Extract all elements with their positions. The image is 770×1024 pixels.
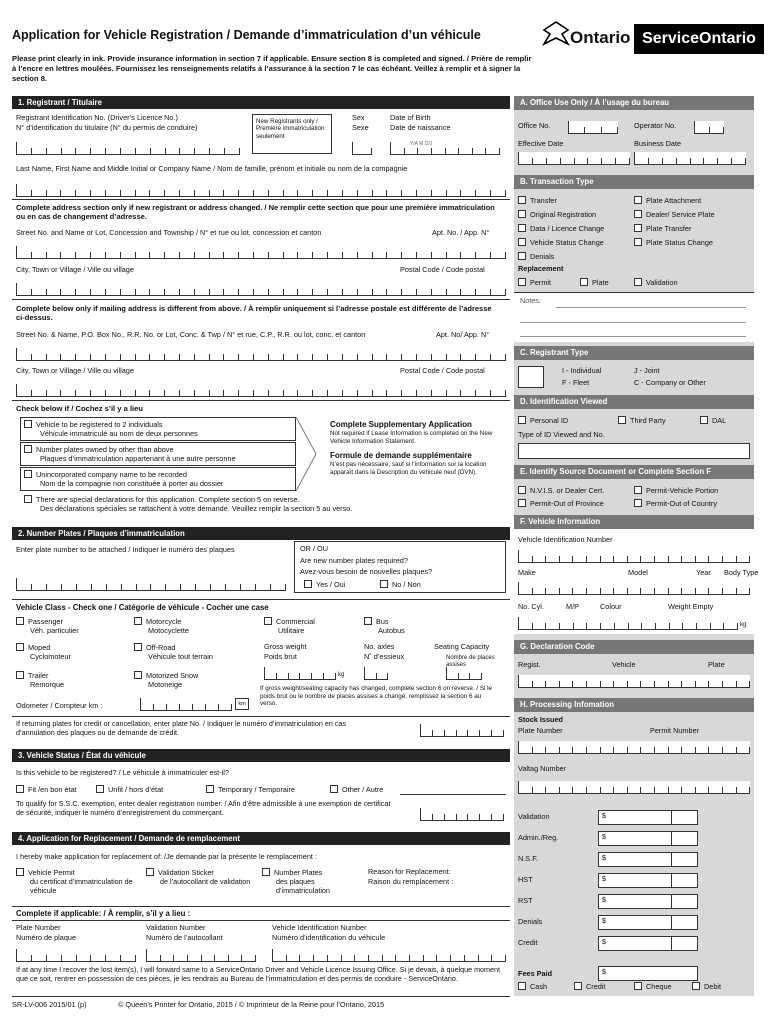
registrant-id-label-fr: N° d’identification du titulaire (N° du permis de conduire) xyxy=(16,123,198,132)
moped-label: Moped xyxy=(28,643,51,652)
unincorporated-label: Unincorporated company name to be recorded xyxy=(36,470,187,479)
km-unit: km xyxy=(235,698,249,710)
office-no-label: Office No. xyxy=(518,121,551,130)
colour-label: Colour xyxy=(600,602,622,611)
make-label: Make xyxy=(518,568,536,577)
divider xyxy=(12,599,510,600)
transfer-label: Transfer xyxy=(530,196,557,205)
section-f-header: F. Vehicle Information xyxy=(514,515,754,529)
city-field[interactable] xyxy=(16,283,506,296)
returning-plates-label: If returning plates for credit or cancellation, enter plate No. / Indiquer le numéro d’immatriculation en cas d’annulation des plaques ou de demande de crédit. xyxy=(16,719,346,737)
motorcycle-label: Motorcycle xyxy=(146,617,182,626)
effective-date-field[interactable] xyxy=(518,152,630,165)
notes-line xyxy=(520,336,746,337)
divider xyxy=(12,199,510,200)
passenger-label-fr: Véh. particulier xyxy=(30,626,79,635)
snowmobile-label-fr: Motoneige xyxy=(148,680,183,689)
supplementary-note: Not required if Lease Information is completed on the New Vehicle Information Statement. xyxy=(330,430,493,445)
fee-amount-field[interactable] xyxy=(598,915,698,930)
new-plates-question: Are new number plates required? xyxy=(300,556,408,565)
unfit-checkbox[interactable] xyxy=(96,785,163,795)
cents-divider xyxy=(671,874,672,888)
validation-sticker-label: Validation Sticker xyxy=(158,868,214,877)
dollar-sign: $ xyxy=(602,834,606,841)
street-field[interactable] xyxy=(16,246,506,259)
dollar-sign: $ xyxy=(602,855,606,862)
mp-label: M/P xyxy=(566,602,579,611)
plate-label: Plate xyxy=(592,278,609,287)
plate-attachment-checkbox[interactable] xyxy=(634,196,701,206)
supplementary-title-fr: Formule de demande supplémentaire xyxy=(330,451,472,460)
body-type-label: Body Type xyxy=(724,568,759,577)
new-plates-yes-checkbox[interactable] xyxy=(304,580,345,590)
dob-ymd-hint: Y/A M D/J xyxy=(410,141,433,147)
mailing-note: Complete below only if mailing address is different from above. / À remplir uniquement si l’adresse postale est différente de l’adresse ci-dessus. xyxy=(16,304,492,322)
nvis-label: N.V.I.S. or Dealer Cert. xyxy=(530,486,605,495)
fee-row-label: N.S.F. xyxy=(518,854,538,863)
plate-status-change-label: Plate Status Change xyxy=(646,238,713,247)
registrant-type-field[interactable] xyxy=(518,366,544,388)
recover-statement: If at any time I recover the lost item(s), I will forward same to a ServiceOntario Driver and Vehicle Licence Issuing Office. Si je devais, à quelque moment que ce soit, rentrer en possession de ces pièces, je les rendrais au Bureau de l’immatriculation et des permis de conduire - ServiceOntario. xyxy=(16,965,501,983)
divider xyxy=(12,920,510,921)
validation-number-label-fr: Numéro de l’autocollant xyxy=(146,933,223,942)
dealer-registration-field[interactable] xyxy=(420,808,504,821)
mailing-street-field[interactable] xyxy=(16,348,506,361)
sex-field[interactable] xyxy=(352,142,372,155)
declaration-code-field[interactable] xyxy=(518,675,750,688)
moped-label-fr: Cyclomoteur xyxy=(30,652,71,661)
dal-checkbox[interactable] xyxy=(700,416,726,426)
vin-label: Vehicle Identification Number xyxy=(518,535,613,544)
special-declarations-label: There are special declarations for this application. Complete section 5 on reverse. xyxy=(36,495,300,504)
vehicle-permit-label: Vehicle Permit xyxy=(28,868,75,877)
returning-plate-field[interactable] xyxy=(420,724,504,737)
permit-out-of-province-checkbox[interactable] xyxy=(518,499,604,509)
notes-line xyxy=(520,322,746,323)
denials-label: Denials xyxy=(530,252,555,261)
supplementary-note-fr: N’est pas nécessaire, sauf si l’information sur la location apparaît dans la Description du véhicule neuf (DVN). xyxy=(330,461,487,476)
replacement-plate-checkbox[interactable] xyxy=(580,278,609,288)
individual-label: I - Individual xyxy=(562,366,602,375)
debit-checkbox[interactable] xyxy=(692,982,721,992)
credit-checkbox[interactable] xyxy=(574,982,605,992)
third-party-checkbox[interactable] xyxy=(618,416,666,426)
cheque-checkbox[interactable] xyxy=(634,982,672,992)
dealer-plate-label: Dealer/ Service Plate xyxy=(646,210,715,219)
debit-label: Debit xyxy=(704,982,722,991)
transfer-checkbox[interactable] xyxy=(518,196,557,206)
validation-number-label: Validation Number xyxy=(146,923,206,932)
vin-label: Vehicle Identification Number xyxy=(272,923,367,932)
fee-row-label: RST xyxy=(518,896,533,905)
temporary-label: Temporary / Temporaire xyxy=(218,785,295,794)
no-label: No / Non xyxy=(392,580,421,589)
cents-divider xyxy=(671,832,672,846)
divider xyxy=(12,906,510,907)
reason-label: Reason for Replacement: xyxy=(368,867,451,876)
permit-vehicle-portion-label: Permit-Vehicle Portion xyxy=(646,486,719,495)
copyright: © Queen’s Printer for Ontario, 2015 / © Imprimeur de la Reine pour l’Ontario, 2015 xyxy=(118,1000,385,1009)
unincorporated-label-fr: Nom de la compagnie non constituée à porter au dossier xyxy=(40,479,224,488)
dollar-sign: $ xyxy=(602,939,606,946)
replacement-statement: I hereby make application for replacement of: /Je demande par la présente le remplacement : xyxy=(16,852,317,861)
stock-permit-number-label: Permit Number xyxy=(650,726,700,735)
trailer-label: Trailer xyxy=(28,671,49,680)
unfit-label: Unfit / hors d’état xyxy=(108,785,164,794)
notes-label: Notes: xyxy=(520,296,542,305)
cheque-label: Cheque xyxy=(646,982,672,991)
mailing-city-field[interactable] xyxy=(16,384,506,397)
permit-out-of-province-label: Permit-Out of Province xyxy=(530,499,604,508)
stock-field[interactable] xyxy=(518,741,750,754)
section-4-header: 4. Application for Replacement / Demande de remplacement xyxy=(12,832,510,845)
gross-weight-field[interactable] xyxy=(264,667,336,680)
snowmobile-label: Motorized Snow xyxy=(146,671,199,680)
permit-out-of-country-label: Permit-Out of Country xyxy=(646,499,717,508)
check-below-label: Check below if / Cochez s’il y a lieu xyxy=(16,404,144,413)
cents-divider xyxy=(671,853,672,867)
postal-label: Postal Code / Code postal xyxy=(400,265,485,274)
plates-owned-label: Number plates owned by other than above xyxy=(36,445,174,454)
plate-status-change-checkbox[interactable] xyxy=(634,238,713,248)
dollar-sign: $ xyxy=(602,969,606,976)
replacement-label: Replacement xyxy=(518,264,564,273)
street-label: Street No. and Name or Lot, Concession and Township / N° et rue ou lot, concession et canton xyxy=(16,228,322,237)
motorcycle-label-fr: Motocyclette xyxy=(148,626,189,635)
data-change-label: Data / Licence Change xyxy=(530,224,605,233)
joint-label: J - Joint xyxy=(634,366,660,375)
vehicle-status-change-checkbox[interactable] xyxy=(518,238,604,248)
apt-label: Apt. No. / App. N° xyxy=(432,228,490,237)
section-3-header: 3. Vehicle Status / État du véhicule xyxy=(12,749,510,762)
replacement-vin-field[interactable] xyxy=(272,949,506,962)
weight-empty-label: Weight Empty xyxy=(668,602,714,611)
dealer-plate-checkbox[interactable] xyxy=(634,210,715,220)
operator-no-field[interactable] xyxy=(694,121,724,134)
number-plates-label: Number Plates xyxy=(274,868,323,877)
fee-row-label: Validation xyxy=(518,812,550,821)
fee-amount-field[interactable] xyxy=(598,810,698,825)
new-plates-no-checkbox[interactable] xyxy=(380,580,421,590)
vehicle-status-question: Is this vehicle to be registered? / Le véhicule à immatriculer est-il? xyxy=(16,768,229,777)
section-h-header: H. Processing Infomation xyxy=(514,698,754,712)
personal-id-checkbox[interactable] xyxy=(518,416,568,426)
replacement-validation-checkbox[interactable] xyxy=(634,278,678,288)
valtag-label: Valtag Number xyxy=(518,764,567,773)
odometer-field[interactable] xyxy=(140,698,232,711)
off-road-label-fr: Véhicule tout terrain xyxy=(148,652,213,661)
form-title: Application for Vehicle Registration / Demande d’immatriculation d’un véhicule xyxy=(12,28,481,42)
dal-label: DAL xyxy=(712,416,727,425)
kg-unit: kg xyxy=(338,672,345,678)
personal-id-label: Personal ID xyxy=(530,416,569,425)
gross-weight-label: Gross weight xyxy=(264,642,307,651)
operator-no-label: Operator No. xyxy=(634,121,677,130)
model-label: Model xyxy=(628,568,648,577)
city-label: City, Town or Village / Ville ou village xyxy=(16,265,134,274)
fee-amount-field[interactable] xyxy=(598,831,698,846)
bus-label-fr: Autobus xyxy=(378,626,405,635)
divider xyxy=(12,716,510,717)
fee-row-label: HST xyxy=(518,875,533,884)
validation-sticker-label-fr: de l’autocollant de validation xyxy=(160,877,251,886)
id-viewed-label: Type of ID Viewed and No. xyxy=(518,430,605,439)
new-registrants-note: New Registrants only / Première immatriculation seulement xyxy=(252,114,332,154)
fee-amount-field[interactable] xyxy=(598,852,698,867)
plate-attachment-label: Plate Attachment xyxy=(646,196,702,205)
cash-label: Cash xyxy=(530,982,548,991)
gross-weight-label-fr: Poids brut xyxy=(264,652,297,661)
declaration-plate-label: Plate xyxy=(708,660,725,669)
replacement-plate-field[interactable] xyxy=(16,949,136,962)
dollar-sign: $ xyxy=(602,897,606,904)
mailing-postal-label: Postal Code / Code postal xyxy=(400,366,485,375)
divider xyxy=(12,299,510,300)
stock-issued-label: Stock Issued xyxy=(518,715,564,724)
weight-kg-unit: kg xyxy=(740,622,747,628)
dollar-sign: $ xyxy=(602,918,606,925)
denials-checkbox[interactable] xyxy=(518,252,554,262)
credit-label: Credit xyxy=(586,982,606,991)
gross-weight-note: If gross weight/seating capacity has changed, complete section 6 on reverse. / Si le poids brut ou le nombre de places assises a changé, remplissez la section 6 au verso. xyxy=(260,685,493,708)
plate-number-field[interactable] xyxy=(16,578,286,591)
registrant-id-label: Registrant Identification No. (Driver’s Licence No.) xyxy=(16,113,178,122)
permit-out-of-country-checkbox[interactable] xyxy=(634,499,717,509)
make-model-field[interactable] xyxy=(518,582,750,595)
original-registration-label: Original Registration xyxy=(530,210,597,219)
section-2-header: 2. Number Plates / Plaques d’immatriculation xyxy=(12,527,510,540)
two-individuals-label-fr: Véhicule immatriculé au nom de deux personnes xyxy=(40,429,198,438)
registrant-id-field[interactable] xyxy=(16,142,240,155)
commercial-label: Commercial xyxy=(276,617,315,626)
mailing-apt-label: Apt. No/ App. N° xyxy=(436,330,490,339)
validation-label: Validation xyxy=(646,278,678,287)
fee-amount-field[interactable] xyxy=(598,894,698,909)
company-label: C - Company or Other xyxy=(634,378,706,387)
fees-paid-field[interactable] xyxy=(598,966,698,981)
other-input-line[interactable] xyxy=(400,794,506,795)
axles-field[interactable] xyxy=(364,667,388,680)
id-viewed-field[interactable] xyxy=(518,443,750,459)
passenger-label: Passenger xyxy=(28,617,63,626)
commercial-label-fr: Utilitaire xyxy=(278,626,305,635)
dob-label-fr: Date de naissance xyxy=(390,123,451,132)
bus-label: Bus xyxy=(376,617,389,626)
fee-row-label: Admin./Reg. xyxy=(518,833,559,842)
arrow-right-icon xyxy=(296,417,318,491)
section-b-header: B. Transaction Type xyxy=(514,175,754,189)
name-field[interactable] xyxy=(16,184,506,197)
ssc-exemption-label: To qualify for S.S.C. exemption, enter dealer registration number. / Afin d’être admissible à une exemption de certificat de sécurité, indiquer le numéro d’enregistrement du commerçant. xyxy=(16,799,391,817)
dollar-sign: $ xyxy=(602,813,606,820)
divider xyxy=(12,996,510,997)
cents-divider xyxy=(671,916,672,930)
address-note: Complete address section only if new registrant or address changed. / Ne remplir cette section que pour une première immatriculation ou en cas de changement d’adresse. xyxy=(16,203,495,221)
vin-label-fr: Numéro d’identification du véhicule xyxy=(272,933,386,942)
new-plates-question-fr: Avez-vous besoin de nouvelles plaques? xyxy=(300,567,433,576)
plate-number-label-fr: Numéro de plaque xyxy=(16,933,77,942)
or-label: OR / OU xyxy=(300,544,328,553)
seating-field[interactable] xyxy=(446,667,482,680)
plates-owned-label-fr: Plaques d’immatriculation appartenant à une autre personne xyxy=(40,454,236,463)
effective-date-label: Effective Date xyxy=(518,139,564,148)
notes-area[interactable] xyxy=(514,292,754,342)
vehicle-class-label: Vehicle Class - Check one / Catégorie de véhicule - Cocher une case xyxy=(16,603,269,612)
plate-number-label: Plate Number xyxy=(16,923,61,932)
permit-label: Permit xyxy=(530,278,552,287)
mailing-street-label: Street No. & Name, P.O. Box No., R.R. No. or Lot, Conc. & Twp / N° et rue, C.P., R.R. ou lot, conc. et canton xyxy=(16,330,366,339)
seating-label-fr: Nombre de places assises xyxy=(446,655,495,669)
axles-label-fr: N˚ d’essieux xyxy=(364,652,405,661)
mailing-city-label: City, Town or Village / Ville ou village xyxy=(16,366,134,375)
other-label: Other / Autre xyxy=(342,785,384,794)
off-road-label: Off-Road xyxy=(146,643,176,652)
sex-label: Sex xyxy=(352,113,365,122)
serviceontario-logo: ServiceOntario xyxy=(634,24,764,54)
fees-paid-label: Fees Paid xyxy=(518,969,553,978)
business-date-field[interactable] xyxy=(634,152,746,165)
declaration-regist-label: Regist. xyxy=(518,660,541,669)
data-change-checkbox[interactable] xyxy=(518,224,604,234)
declaration-vehicle-label: Vehicle xyxy=(612,660,636,669)
year-label: Year xyxy=(696,568,711,577)
plate-transfer-label: Plate Transfer xyxy=(646,224,692,233)
replacement-permit-checkbox[interactable] xyxy=(518,278,551,288)
sexe-label: Sexe xyxy=(352,123,369,132)
vehicle-permit-label-fr: du certificat d’immatriculation de véhicule xyxy=(30,877,133,895)
cash-checkbox[interactable] xyxy=(518,982,547,992)
vin-field[interactable] xyxy=(518,550,750,563)
trillium-logo-icon xyxy=(540,18,572,48)
trailer-label-fr: Remorque xyxy=(30,680,65,689)
fit-label: Fit /en bon état xyxy=(28,785,77,794)
permit-vehicle-portion-checkbox[interactable] xyxy=(634,486,718,496)
section-1-header: 1. Registrant / Titulaire xyxy=(12,96,510,109)
notes-line xyxy=(556,307,746,308)
nvis-checkbox[interactable] xyxy=(518,486,604,496)
complete-if-applicable-label: Complete if applicable: / À remplir, s’il y a lieu : xyxy=(16,909,191,918)
fee-amount-field[interactable] xyxy=(598,936,698,951)
office-no-field[interactable] xyxy=(568,121,618,134)
valtag-field[interactable] xyxy=(518,781,750,794)
section-e-header: E. Identify Source Document or Complete Section F xyxy=(514,465,754,479)
fee-row-label: Denials xyxy=(518,917,543,926)
two-individuals-label: Vehicle to be registered to 2 individuals xyxy=(36,420,163,429)
axles-label: No. axles xyxy=(364,642,395,651)
cylinders-label: No. Cyl. xyxy=(518,602,544,611)
seating-label: Seating Capacity xyxy=(434,642,490,651)
odometer-label: Odometer / Compteur km : xyxy=(16,701,103,710)
dob-label: Date of Birth xyxy=(390,113,431,122)
divider xyxy=(12,400,510,401)
number-plates-label-fr: des plaques d’immatriculation xyxy=(276,877,330,895)
fee-row-label: Credit xyxy=(518,938,538,947)
plate-transfer-checkbox[interactable] xyxy=(634,224,691,234)
ontario-logo-text: Ontario xyxy=(570,28,631,47)
form-number: SR-LV-006 2015/01 (p) xyxy=(12,1000,87,1009)
replacement-validation-field[interactable] xyxy=(146,949,256,962)
fit-checkbox[interactable] xyxy=(16,785,77,795)
fleet-label: F - Fleet xyxy=(562,378,590,387)
cents-divider xyxy=(671,811,672,825)
cents-divider xyxy=(671,895,672,909)
original-registration-checkbox[interactable] xyxy=(518,210,596,220)
reason-label-fr: Raison du remplacement : xyxy=(368,877,454,886)
section-a-header: A. Office Use Only / À l’usage du bureau xyxy=(514,96,754,110)
section-g-header: G. Declaration Code xyxy=(514,640,754,654)
dob-field[interactable] xyxy=(390,142,500,155)
yes-label: Yes / Oui xyxy=(316,580,346,589)
other-checkbox[interactable] xyxy=(330,785,383,795)
special-declarations-label-fr: Des déclarations spéciales se rattachent à votre demande. Veuillez remplir la section 5 au verso. xyxy=(40,504,353,513)
stock-plate-number-label: Plate Number xyxy=(518,726,563,735)
name-label: Last Name, First Name and Middle Initial or Company Name / Nom de famille, prénom et initiale ou nom de la compagnie xyxy=(16,164,408,173)
plate-number-label: Enter plate number to be attached / Indiquer le numéro des plaques xyxy=(16,545,235,554)
cyl-colour-weight-field[interactable] xyxy=(518,617,738,630)
dollar-sign: $ xyxy=(602,876,606,883)
section-c-header: C. Registrant Type xyxy=(514,346,754,360)
temporary-checkbox[interactable] xyxy=(206,785,295,795)
business-date-label: Business Date xyxy=(634,139,682,148)
supplementary-title: Complete Supplementary Application xyxy=(330,420,472,429)
cents-divider xyxy=(671,937,672,951)
fee-amount-field[interactable] xyxy=(598,873,698,888)
vehicle-status-change-label: Vehicle Status Change xyxy=(530,238,604,247)
form-instructions: Please print clearly in ink. Provide insurance information in section 7 if applicable. Ensure section 8 is completed and signed. / Prière de remplir à l’encre en lettres moulées. Fournissez les renseignements relatifs à l’assurance à la section 7 le cas échéant. Veillez à remplir et à signer la section 8. xyxy=(12,54,532,83)
section-d-header: D. Identification Viewed xyxy=(514,395,754,409)
third-party-label: Third Party xyxy=(630,416,666,425)
